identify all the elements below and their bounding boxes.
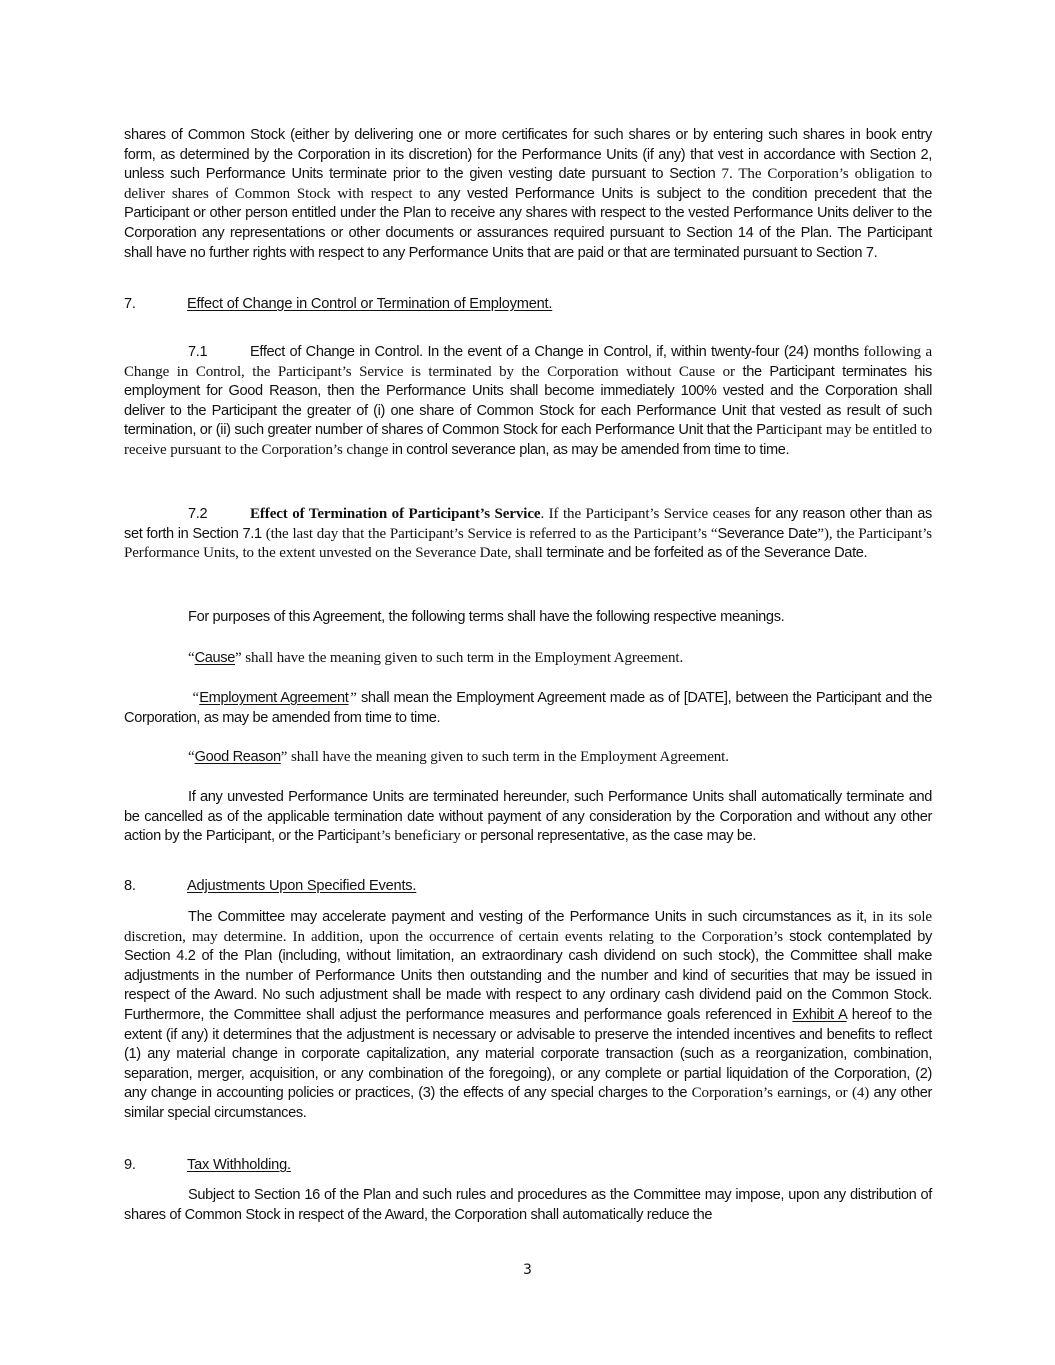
section-7-1-text-2: following a Change in Control, the Participant’s Service is terminated by the Corporation without Cause or [124,344,932,380]
definition-employment-close-quote: ” [348,690,357,706]
definition-employment-term: Employment Agreement [199,690,349,706]
section-7-1-text-1: . In the event of a Change in Control, if, within twenty-four (24) months [419,344,864,360]
section-7-1-text-4: ticipant may be entitled to receive pursuant to the Corporation’s change [124,422,932,458]
section-9-title: Tax Withholding. [187,1157,291,1173]
section-8-title: Adjustments Upon Specified Events. [187,878,417,894]
section-7-1-text-3: the Participant terminates his employment for Good Reason, then the Performance Units shall become immediately 100% vested and the Corporation shall deliver to the Participant the greater of (i) one share of Common Stock for each Performance Unit that vested as result of such termination, or (ii) such greater number of shares of Common Stock for each Performance Unit that the Par [124,363,932,439]
page-number: 3 [523,1262,532,1278]
section-7-2-text-5: ”), the Participant’s Performance Units, to the extent unvested on the Severance Date, shall [124,525,932,562]
section-9-text-1: Subject to Section 16 of the Plan and such rules and procedures as the Committee may impose, upon any distribution of shares of Common Stock in respect of the Award, the Corporation shall automatically reduce the [124,1187,932,1223]
section-7-2-text-2: for any reason other than as set forth in Section 7.1 [124,506,932,542]
section-6-text-3: any vested Performance Units is subject to the condition precedent that the Participant or other person entitled under the Plan to receive any shares with respect to the vested Performance Units deliver to the Corporation any representations or other documents or assurances required pursuant to Section 14 of the Plan. The Participant shall have no further rights with respect to any Performance Units that are paid or that are terminated pursuant to Section 7. [124,185,932,261]
section-6-text-2: 7. The Corporation’s obligation to deliver shares of Common Stock with respect to [124,166,933,202]
exhibit-a-reference: Exhibit A [792,1006,847,1023]
section-7-2-text-3: (the last day that the Participant’s Service is referred to as the Participant’s “ [265,525,718,542]
definition-cause-term: Cause [194,650,235,666]
section-8-text-3: stock contemplated by Section 4.2 of the Plan (including, without limitation, an extraordinary cash dividend on such stock), the Committee shall make adjustments in the number of Performance Units then outstanding and the number and kind of securities that may be issued in respect of the Award. No such adjustment shall be made with respect to any ordinary cash dividend paid on the Common Stock. Furthermore, the Committee shall adjust the performance measures and performance goals referenced in [124,928,933,1023]
definition-good-reason-open-quote: “ [188,749,195,765]
section-6-continuation [124,126,932,263]
section-8-text-4: hereof to the extent (if any) it determines that the adjustment is necessary or advisable to preserve the intended incentives and benefits to reflect (1) any material change in corporate capitalization, any material corporate transaction (such as a reorganization, combination, separation, merger, acquisition, or any combination of the foregoing), or any complete or partial liquidation of the Corporation, (2) any change in accounting policies or practices, (3) the effects of any special charges to the [124,1006,932,1102]
section-7-2-paragraph [124,505,932,564]
definition-good-reason-term: Good Reason [194,749,281,765]
unvested-text-3: personal representative, as the case may be. [480,828,757,845]
section-7-1-text-5: in control severance plan, as may be amended from time to time. [391,441,790,458]
definition-good-reason [124,748,932,768]
definition-employment-agreement [124,689,932,728]
section-6-text-1: shares of Common Stock (either by delivering one or more certificates for such shares or by entering such shares in book entry form, as determined by the Corporation in its discretion) for the Performance Units (if any) that vest in accordance with Section 2, unless such Performance Units terminate prior to the given vesting date pursuant to Section [124,127,932,183]
section-8-text-6: any other similar special circumstances. [124,1085,932,1121]
section-7-title: Effect of Change in Control or Termination of Employment. [187,296,553,312]
definition-employment-open-quote: “ [191,690,200,706]
section-8-text-5: Corporation’s earnings, or (4) [691,1085,874,1102]
definition-cause-text: ” shall have the meaning given to such term in the Employment Agreement. [235,650,684,666]
section-7-number: 7. [124,296,136,312]
section-7-1-title: Effect of Change in Control [250,344,420,360]
section-8-heading [124,877,416,897]
section-7-heading [124,295,552,315]
definition-employment-text: shall mean the Employment Agreement made as of [DATE], between the Participant and the Corporation, as may be amended from time to time. [124,690,932,726]
section-7-1-number: 7.1 [188,344,208,360]
section-8-text-2: in its sole discretion, may determine. In addition, upon the occurrence of certain events relating to the Corporation’s [124,909,932,945]
section-9-number: 9. [124,1157,136,1173]
unvested-text-2: pant’s beneficiary or [355,828,481,845]
section-8-text-1: The Committee may accelerate payment and vesting of the Performance Units in such circumstances as it, [188,909,873,925]
definition-cause [124,649,932,669]
section-8-number: 8. [124,878,136,894]
section-7-2-title: Effect of Termination of Participant’s Service [250,506,541,522]
definition-good-reason-text: ” shall have the meaning given to such term in the Employment Agreement. [280,749,729,765]
section-7-2-text-4: Severance Date [717,525,818,542]
section-7-2-number: 7.2 [188,506,208,522]
section-9-paragraph [124,1186,932,1225]
definitions-intro-text: For purposes of this Agreement, the following terms shall have the following respective meanings. [188,609,785,625]
section-7-2-text-1: . If the Participant’s Service ceases [540,506,755,522]
definitions-intro [124,608,932,628]
unvested-text-1: If any unvested Performance Units are terminated hereunder, such Performance Units shall automatically terminate and be cancelled as of the applicable termination date without payment of any consideration by the Corporation and without any other action by the Participant, or the Partici [124,789,932,845]
section-7-2-text-6: terminate and be forfeited as of the Severance Date. [546,545,868,562]
section-8-paragraph [124,908,932,1124]
unvested-units-paragraph [124,788,932,847]
section-9-heading [124,1156,291,1176]
definition-cause-open-quote: “ [188,650,195,666]
section-7-1-paragraph [124,343,932,461]
